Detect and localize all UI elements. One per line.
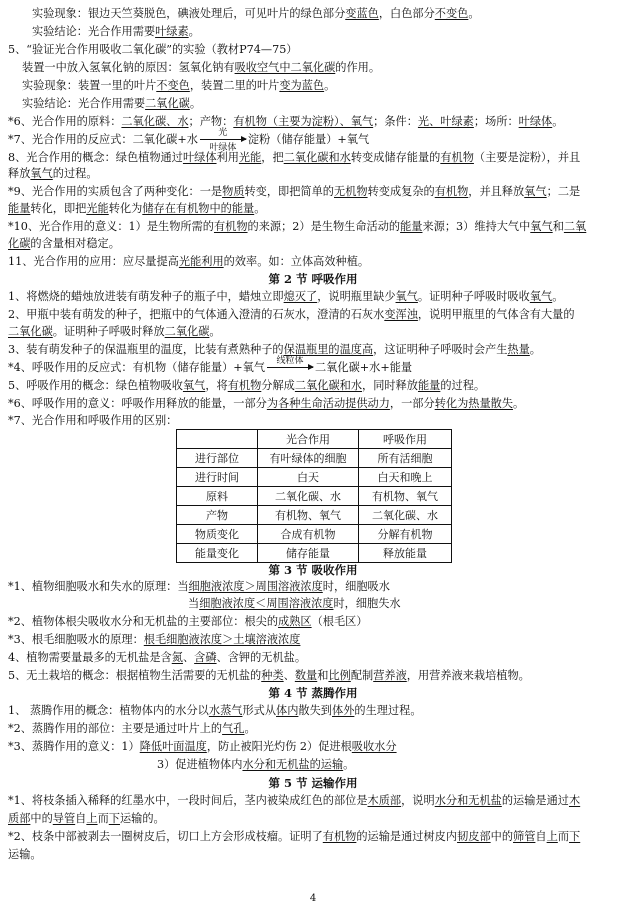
exp-conclusion-line: [32, 25, 200, 39]
key-term: 上: [546, 830, 558, 843]
text-segment: 。证明种子呼吸时吸收: [417, 290, 530, 303]
text-segment: 3）促进植物体内: [157, 758, 243, 771]
key-term: 水蒸气: [208, 704, 243, 717]
photosynthesis-equation: *7、光合作用的反应式：二氧化碳+水 光 叶绿体 淀粉（储存能量）+氧气: [8, 128, 370, 153]
key-term: 二氧: [563, 220, 587, 233]
key-term: 下: [108, 812, 120, 825]
key-term: 能量: [400, 220, 423, 233]
text-segment: 11、光合作用的应用：应尽量提高: [8, 255, 179, 268]
text-segment: 1、 蒸腾作用的概念：植物体内的水分以: [8, 704, 209, 717]
text-segment: 5、呼吸作用的概念：绿色植物吸收: [8, 379, 183, 392]
text-segment: 5、“验证光合作用吸收二氧化碳”的实验（教材P74—75）: [8, 43, 298, 56]
text-segment: ；场所：: [473, 115, 519, 128]
respiration-item-3: [8, 343, 541, 357]
key-term: 变浑浊: [384, 308, 418, 321]
text-segment: 4、植物需要量最多的无机盐是含: [8, 651, 172, 664]
text-segment: 自: [75, 812, 87, 825]
text-segment: 的生理过程。: [354, 704, 422, 717]
table-cell: 进行时间: [177, 468, 258, 487]
table-cell: 分解有机物: [359, 525, 452, 544]
text-segment: ，把: [261, 151, 284, 164]
key-term: 根毛细胞液浓度＞土壤溶液浓度: [143, 633, 301, 646]
difference-heading: [8, 414, 177, 428]
respiration-significance: [8, 397, 524, 411]
key-term: 光、叶绿素: [417, 115, 474, 128]
table-row: [177, 506, 452, 525]
absorption-principle: [8, 580, 390, 594]
key-term: 韧皮部: [457, 830, 491, 843]
table-header-row: [177, 430, 452, 449]
text-segment: 的作用。: [335, 61, 381, 74]
transport-item-2: [8, 830, 580, 844]
transpiration-significance: [8, 740, 397, 754]
text-segment: 。: [343, 758, 355, 771]
text-segment: *7、光合作用和呼吸作用的区别：: [8, 414, 178, 427]
key-term: 有机物: [434, 185, 469, 198]
key-term: 木: [568, 794, 581, 807]
text-segment: 自: [535, 830, 547, 843]
table-header-cell: 呼吸作用: [359, 430, 452, 449]
key-term: 二氧化碳: [145, 97, 190, 110]
text-segment: （根毛区）: [311, 615, 368, 628]
key-term: 热量: [507, 343, 530, 356]
text-segment: 、: [283, 669, 295, 682]
text-segment: *2、蒸腾作用的部位：主要是通过叶片上的: [8, 722, 223, 735]
key-term: 储存在有机物中的能量: [142, 202, 255, 215]
absorption-site: [8, 615, 368, 629]
text-segment: 。: [552, 115, 564, 128]
key-term: 为各种生命活动提供动力: [266, 397, 390, 410]
key-term: 转化为热量散失: [434, 397, 514, 410]
key-term: 氧气: [30, 167, 53, 180]
transport-item-1-cont: [8, 812, 165, 826]
text-segment: 中的: [30, 812, 53, 825]
table-row: [177, 544, 452, 563]
table-header-cell: [177, 430, 258, 449]
text-segment: 当: [188, 597, 200, 610]
experiment-5-title: [8, 43, 298, 57]
text-segment: ，装置二里的叶片: [189, 79, 280, 92]
text-segment: ，并且释放: [468, 185, 525, 198]
key-term: 氧气: [529, 290, 553, 303]
text-segment: ，将: [205, 379, 228, 392]
text-segment: ，用营养液来栽培植物。: [406, 669, 530, 682]
key-term: 细胞液浓度＞周围溶液浓度: [188, 580, 323, 593]
key-term: 种类: [261, 669, 284, 682]
text-segment: *2、植物体根尖吸收水分和无机盐的主要部位：根尖的: [8, 615, 279, 628]
text-segment: 来源；3）维持大气中: [422, 220, 531, 233]
key-term: 叶绿体: [182, 151, 217, 164]
key-term: 有机物: [322, 830, 357, 843]
text-segment: 。: [188, 25, 200, 38]
key-term: 氧气: [530, 220, 553, 233]
table-row: [177, 487, 452, 506]
key-term: 水分和无机盐的运输: [242, 758, 344, 771]
text-segment: 运输。: [8, 848, 42, 861]
table-row: [177, 449, 452, 468]
text-segment: 分解成: [261, 379, 295, 392]
key-term: 熄灭了: [283, 290, 318, 303]
text-segment: 转变，即把简单的: [244, 185, 334, 198]
text-segment: （主要是淀粉），并且: [473, 151, 581, 164]
key-term: 氧气: [395, 290, 418, 303]
photosynthesis-application: [8, 255, 369, 269]
reaction-arrow: 光 叶绿体: [200, 133, 246, 147]
text-segment: 3、装有萌发种子的保温瓶里的温度，比装有煮熟种子的: [8, 343, 284, 356]
photosynthesis-concept-cont: [8, 167, 98, 181]
key-term: 体外: [332, 704, 355, 717]
transpiration-concept: [8, 704, 422, 718]
table-cell: 原料: [177, 487, 258, 506]
key-term: 上: [86, 812, 98, 825]
text-segment: ，说明: [401, 794, 435, 807]
transport-item-2-cont: [8, 848, 42, 862]
table-cell: 白天和晚上: [359, 468, 452, 487]
text-segment: *10、光合作用的意义：1）是生物所需的: [8, 220, 214, 233]
text-segment: 利用: [216, 151, 239, 164]
text-segment: ；产物：: [188, 115, 234, 128]
key-term: 氧气: [524, 185, 547, 198]
table-row: [177, 468, 452, 487]
page-number: 4: [309, 893, 317, 904]
key-term: 细胞液浓度＜周围溶液浓度: [199, 597, 334, 610]
table-cell: 物质变化: [177, 525, 258, 544]
photosynthesis-essence-cont: [8, 202, 265, 216]
text-segment: 形式从: [242, 704, 277, 717]
text-segment: 而: [557, 830, 570, 843]
key-term: 营养液: [373, 669, 407, 682]
text-segment: 。: [189, 97, 202, 110]
key-term: 叶绿素: [155, 25, 189, 38]
text-segment: 。: [513, 397, 525, 410]
text-segment: 。: [468, 7, 480, 20]
table-cell: 二氧化碳、水: [258, 487, 359, 506]
section-3-title: 第 3 节 吸收作用: [268, 563, 358, 577]
inorganic-salts: [8, 651, 306, 665]
key-term: 光能: [238, 151, 262, 164]
key-term: 有机物: [440, 151, 474, 164]
text-segment: 、: [182, 651, 195, 664]
text-segment: 的来源；2）是生物生命活动的: [247, 220, 401, 233]
key-term: 筛管: [513, 830, 536, 843]
soilless-culture: [8, 669, 530, 683]
text-segment: ，说明瓶里缺少: [317, 290, 396, 303]
text-segment: 转化，即把: [30, 202, 87, 215]
exp-phenomenon-line: [32, 7, 480, 21]
reaction-arrow: 线粒体: [267, 361, 313, 375]
key-term: 水分和无机盐: [434, 794, 502, 807]
key-term: 二氧化碳、水: [121, 115, 189, 128]
key-term: 光能利用: [178, 255, 224, 268]
key-term: 体内: [276, 704, 299, 717]
photosynthesis-significance: [8, 220, 586, 234]
key-term: 有机物: [227, 379, 262, 392]
key-term: 吸收空气中二氧化碳: [234, 61, 336, 74]
respiration-item-1: [8, 290, 563, 304]
key-term: 叶绿体: [518, 115, 553, 128]
text-segment: 的过程。: [52, 167, 98, 180]
respiration-concept: [8, 379, 485, 393]
text-segment: 。: [244, 722, 256, 735]
text-segment: 释放: [8, 167, 31, 180]
text-segment: *3、蒸腾作用的意义：1）: [8, 740, 140, 753]
text-segment: 的含量相对稳定。: [30, 237, 120, 250]
text-segment: 转变成储存能量的: [350, 151, 441, 164]
key-term: 含磷: [194, 651, 217, 664]
text-segment: 而: [97, 812, 109, 825]
text-segment: 实验结论：光合作用需要: [22, 97, 146, 110]
absorption-principle-cont: [188, 597, 401, 611]
table-cell: 有叶绿体的细胞: [258, 449, 359, 468]
table-row: [177, 525, 452, 544]
text-segment: 实验现象：银边天竺葵脱色，碘液处理后，可见叶片的绿色部分: [32, 7, 346, 20]
section-2-title: 第 2 节 呼吸作用: [268, 272, 358, 286]
table-cell: 产物: [177, 506, 258, 525]
table-cell: 二氧化碳、水: [359, 506, 452, 525]
key-term: 氧气: [182, 379, 206, 392]
key-term: 二氧化碳: [164, 325, 210, 338]
key-term: 二氧化碳和水: [283, 151, 351, 164]
table-cell: 能量变化: [177, 544, 258, 563]
text-segment: 。: [254, 202, 266, 215]
key-term: 比例: [328, 669, 351, 682]
text-segment: *3、根毛细胞吸水的原理：: [8, 633, 144, 646]
key-term: 二氧化碳: [8, 325, 53, 338]
photosynthesis-essence: [8, 185, 580, 199]
table-cell: 所有活细胞: [359, 449, 452, 468]
text-segment: *6、光合作用的原料：: [8, 115, 122, 128]
text-segment: 转化为: [108, 202, 143, 215]
root-hair-principle: [8, 633, 300, 647]
text-segment: ，白色部分: [378, 7, 435, 20]
key-term: 变为蓝色: [279, 79, 325, 92]
key-term: 有机物: [213, 220, 248, 233]
table-cell: 有机物、氧气: [359, 487, 452, 506]
text-segment: ；二是: [546, 185, 581, 198]
text-segment: 散失到: [298, 704, 332, 717]
text-segment: 。: [529, 343, 541, 356]
table-cell: 有机物、氧气: [258, 506, 359, 525]
photosynthesis-significance-cont: [8, 237, 120, 251]
text-segment: *9、光合作用的实质包含了两种变化：一是: [8, 185, 223, 198]
text-segment: 的效率。如：立体高效种植。: [223, 255, 370, 268]
key-term: 变蓝色: [345, 7, 379, 20]
text-segment: 和: [317, 669, 329, 682]
text-segment: *6、呼吸作用的意义：呼吸作用释放的能量，一部分: [8, 397, 267, 410]
text-segment: *2、枝条中部被剥去一圈树皮后，切口上方会形成枝瘤。证明了: [8, 830, 323, 843]
text-segment: 时，细胞失水: [333, 597, 401, 610]
table-cell: 进行部位: [177, 449, 258, 468]
key-term: 光能: [86, 202, 109, 215]
exp-phenomenon-line-2: [22, 79, 335, 93]
key-term: 数量: [294, 669, 318, 682]
text-segment: 。: [209, 325, 221, 338]
text-segment: 。: [552, 290, 564, 303]
key-term: 二氧化碳和水: [294, 379, 363, 392]
key-term: 成熟区: [278, 615, 312, 628]
respiration-item-2: [8, 308, 575, 322]
text-segment: ，同时释放: [362, 379, 418, 392]
text-segment: 1、将燃烧的蜡烛放进装有萌发种子的瓶子中，蜡烛立即: [8, 290, 284, 303]
key-term: 保温瓶里的温度高: [283, 343, 374, 356]
text-segment: 时，细胞吸水: [322, 580, 390, 593]
section-5-title: 第 5 节 运输作用: [268, 776, 358, 790]
key-term: 物质: [222, 185, 245, 198]
table-cell: 释放能量: [359, 544, 452, 563]
text-segment: 的过程。: [440, 379, 486, 392]
key-term: 降低叶面温度: [139, 740, 207, 753]
text-segment: 2、甲瓶中装有萌发的种子，把瓶中的气体通入澄清的石灰水，澄清的石灰水: [8, 308, 385, 321]
text-segment: 、含钾的无机盐。: [216, 651, 307, 664]
key-term: 气孔: [222, 722, 245, 735]
text-segment: ，这证明种子呼吸时会产生: [373, 343, 508, 356]
text-segment: ，说明甲瓶里的气体含有大量的: [417, 308, 575, 321]
key-term: 质部: [8, 812, 31, 825]
transport-item-1: [8, 794, 580, 808]
text-segment: *1、植物细胞吸水和失水的原理：当: [8, 580, 189, 593]
key-term: 化碳: [8, 237, 31, 250]
key-term: 氮: [171, 651, 183, 664]
key-term: 无机物: [334, 185, 368, 198]
key-term: 不变色: [434, 7, 469, 20]
text-segment: 。: [324, 79, 336, 92]
table-header-cell: 光合作用: [258, 430, 359, 449]
text-segment: 的运输是通过树皮内: [356, 830, 458, 843]
key-term: 吸收水分: [351, 740, 397, 753]
transpiration-site: [8, 722, 256, 736]
text-segment: ；条件：: [373, 115, 418, 128]
key-term: 下: [569, 830, 581, 843]
respiration-equation: *4、呼吸作用的反应式：有机物（储存能量）+氧气 线粒体 二氧化碳+水+能量: [8, 356, 413, 374]
text-segment: 8、光合作用的概念：绿色植物通过: [8, 151, 183, 164]
text-segment: 中的: [490, 830, 514, 843]
transpiration-significance-cont: [157, 758, 354, 772]
key-term: 能量: [417, 379, 441, 392]
text-segment: ，防止被阳光灼伤 2）促进根: [206, 740, 352, 753]
respiration-item-2-cont: [8, 325, 221, 339]
text-segment: *1、将枝条插入稀释的红墨水中，一段时间后，茎内被染成红色的部位是: [8, 794, 368, 807]
text-segment: 。证明种子呼吸时释放: [52, 325, 165, 338]
section-4-title: 第 4 节 蒸腾作用: [268, 686, 358, 700]
key-term: 导管: [52, 812, 76, 825]
naoh-reason-line: [22, 61, 380, 75]
text-segment: ，一部分: [389, 397, 435, 410]
key-term: 能量: [8, 202, 31, 215]
table-cell: 储存能量: [258, 544, 359, 563]
comparison-table: [176, 429, 452, 563]
text-segment: 和: [552, 220, 564, 233]
table-cell: 合成有机物: [258, 525, 359, 544]
photosynthesis-concept: [8, 151, 580, 165]
text-segment: 转变成复杂的: [367, 185, 435, 198]
text-segment: 实验结论：光合作用需要: [32, 25, 156, 38]
key-term: 木质部: [367, 794, 402, 807]
text-segment: 运输的。: [119, 812, 165, 825]
text-segment: 装置一中放入氢氧化钠的原因：氢氧化钠有: [22, 61, 235, 74]
photosynthesis-materials: [8, 115, 563, 129]
key-term: 不变色: [156, 79, 190, 92]
text-segment: 实验现象：装置一里的叶片: [22, 79, 157, 92]
text-segment: 5、无土栽培的概念：根据植物生活需要的无机盐的: [8, 669, 262, 682]
table-cell: 白天: [258, 468, 359, 487]
key-term: 有机物（主要为淀粉）、氧气: [233, 115, 374, 128]
exp-conclusion-line-2: [22, 97, 201, 111]
text-segment: 配制: [350, 669, 374, 682]
text-segment: 的运输是通过: [501, 794, 569, 807]
